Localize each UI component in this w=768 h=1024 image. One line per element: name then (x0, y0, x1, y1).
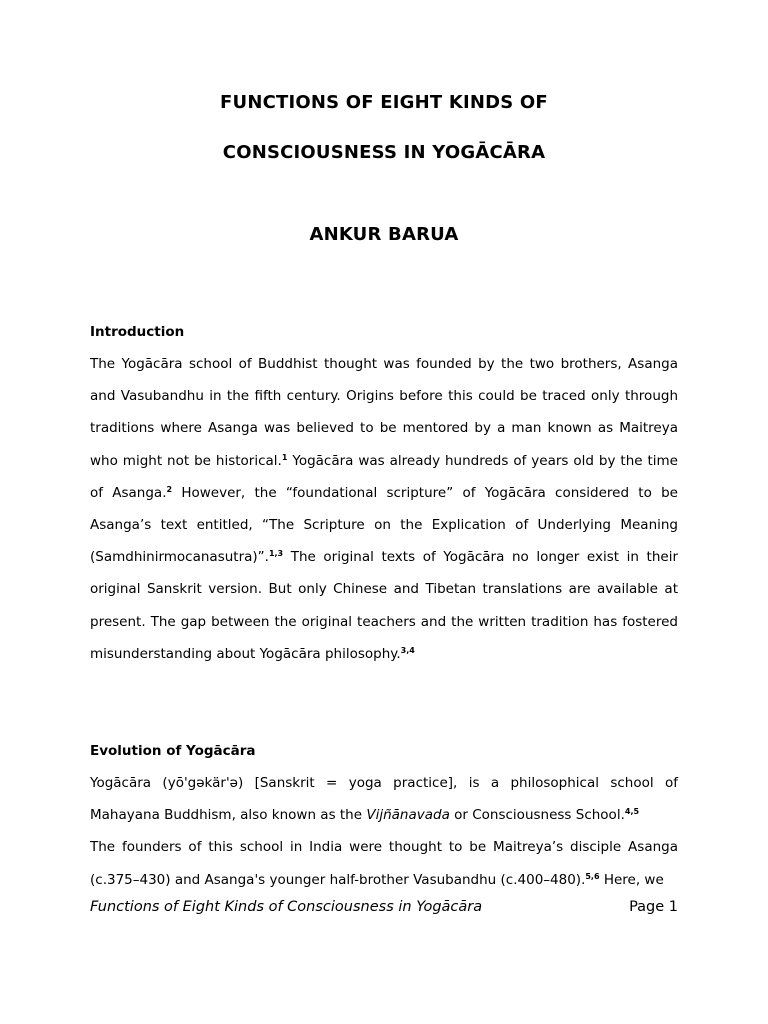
evolution-text-4: Here, we (599, 871, 664, 888)
title-line-2: CONSCIOUSNESS IN YOGĀCĀRA (222, 142, 546, 163)
footnote-ref: 2 (166, 484, 173, 494)
footnote-ref: 3,4 (400, 645, 415, 655)
intro-text-2: Yogācāra was already hundreds of years old by the time of Asanga. (90, 452, 678, 501)
page-footer (90, 899, 678, 923)
footnote-ref: 1 (281, 452, 288, 462)
intro-text-1: The Yogācāra school of Buddhist thought was founded by the two brothers, Asanga and Vasubandhu in the fifth century. Origins before this could be traced only through traditions where Asanga was believed to be mentored by a man known as Maitreya who might not be historical. (90, 356, 678, 469)
footnote-ref: 5,6 (585, 871, 600, 881)
evolution-term-italic: Vijñānavada (366, 807, 450, 824)
evolution-section (90, 735, 678, 896)
evolution-text-2: or Consciousness School. (449, 807, 625, 824)
introduction-heading: Introduction (90, 324, 185, 340)
introduction-section (90, 316, 678, 670)
intro-text-4: The original texts of Yogācāra no longer exist in their original Sanskrit version. But only Chinese and Tibetan translations are available at present. The gap between the original teachers and the written tradition has fostered misunderstanding about Yogācāra philosophy. (90, 549, 678, 662)
footer-running-title: Functions of Eight Kinds of Consciousness in Yogācāra (90, 899, 483, 915)
evolution-paragraph (90, 767, 678, 896)
evolution-text-3: The founders of this school in India were thought to be Maitreya’s disciple Asanga (c.375–430) and Asanga's younger half-brother Vasubandhu (c.400–480). (90, 839, 678, 888)
evolution-text-1: Yogācāra (yō'gəkär'ə) [Sanskrit = yoga practice], is a philosophical school of Mahayana Buddhism, also known as the (90, 775, 678, 824)
intro-text-3: However, the “foundational scripture” of Yogācāra considered to be Asanga’s text entitled, “The Scripture on the Explication of Underlying Meaning (Samdhinirmocanasutra)”. (90, 484, 678, 566)
footnote-ref: 4,5 (624, 807, 640, 817)
footer-page-number: Page 1 (629, 899, 678, 915)
title-line-1: FUNCTIONS OF EIGHT KINDS OF (220, 92, 548, 113)
footnote-ref: 1,3 (268, 549, 284, 559)
author-name: ANKUR BARUA (309, 224, 459, 245)
evolution-heading: Evolution of Yogācāra (90, 743, 256, 759)
introduction-paragraph (90, 348, 678, 670)
